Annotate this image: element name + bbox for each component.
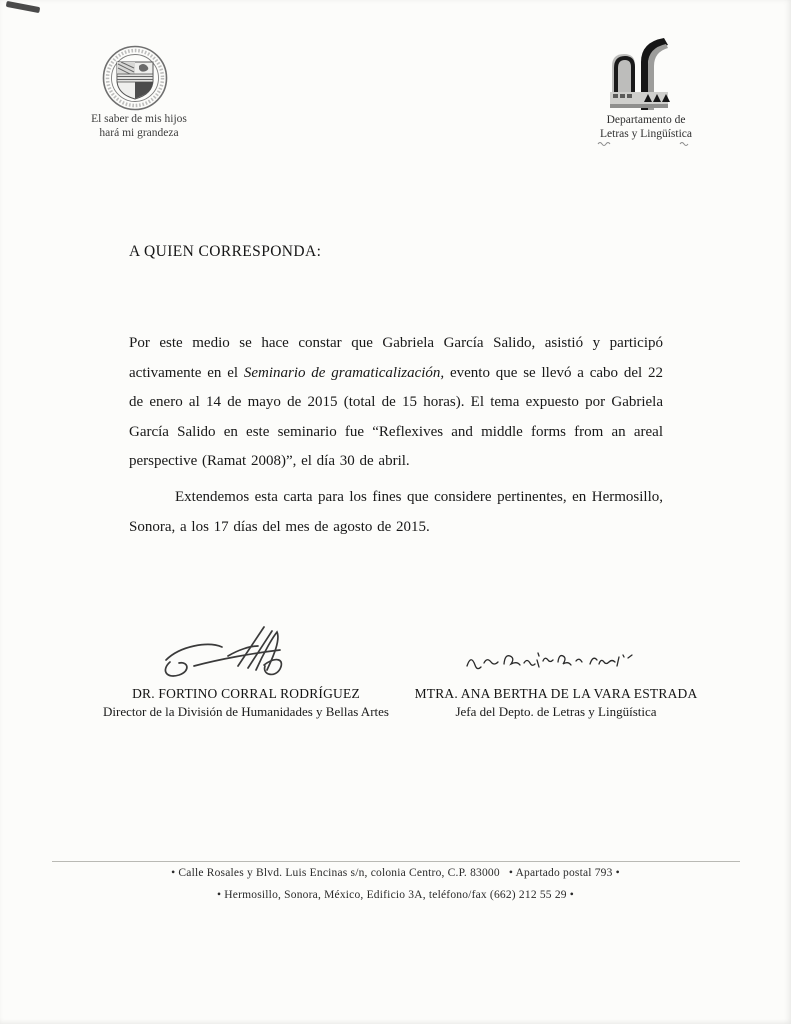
salutation: A QUIEN CORRESPONDA: [129,243,322,260]
logo-year-marks [596,139,696,147]
motto-line2: hará mi grandeza [99,127,179,139]
footer-address-line1: • Calle Rosales y Blvd. Luis Encinas s/n, colonia Centro, C.P. 83000 • Apartado postal 793 • [171,867,620,879]
p1-seminar-title: Seminario de gramaticalización, [243,364,445,381]
body-paragraph-1 [129,329,663,477]
signatory-title-right: Jefa del Depto. de Letras y Lingüística [455,704,657,719]
department-name [578,113,714,141]
signature-block-right [406,686,706,720]
university-seal-icon [101,44,169,112]
director-handwritten-signature [158,620,313,682]
scan-artifact [6,1,41,13]
dept-line1: Departamento de [606,114,686,126]
jefa-handwritten-signature [462,648,642,674]
signatory-name-left: DR. FORTINO CORRAL RODRÍGUEZ [132,686,360,701]
body-paragraph-2: Extendemos esta carta para los fines que considere pertinentes, en Hermosillo, Sonora, a los 17 días del mes de agosto de 2015. [129,489,663,535]
footer-divider [52,861,740,862]
dept-line2: Letras y Lingüística [600,128,692,140]
signatory-title-left: Director de la División de Humanidades y Bellas Artes [103,704,389,719]
arches-logo-icon [608,36,670,114]
p1-text-before: Por este medio se hace constar que Gabriela García Salido, asistió y participó activamente en el [129,335,663,381]
motto-line1: El saber de mis hijos [91,113,187,125]
footer-address-line2: • Hermosillo, Sonora, México, Edificio 3A, teléfono/fax (662) 212 55 29 • [216,889,575,901]
signatory-name-right: MTRA. ANA BERTHA DE LA VARA ESTRADA [414,686,698,701]
p1-text-after: evento que se llevó a cabo del 22 de enero al 14 de mayo de 2015 (total de 15 horas). El tema expuesto por Gabriela García Salido en este seminario fue “Reflexives and middle forms from an areal perspective (Ramat 2008)”, el día 30 de abril. [129,364,663,469]
signature-block-left [96,686,396,720]
university-motto [60,112,218,140]
